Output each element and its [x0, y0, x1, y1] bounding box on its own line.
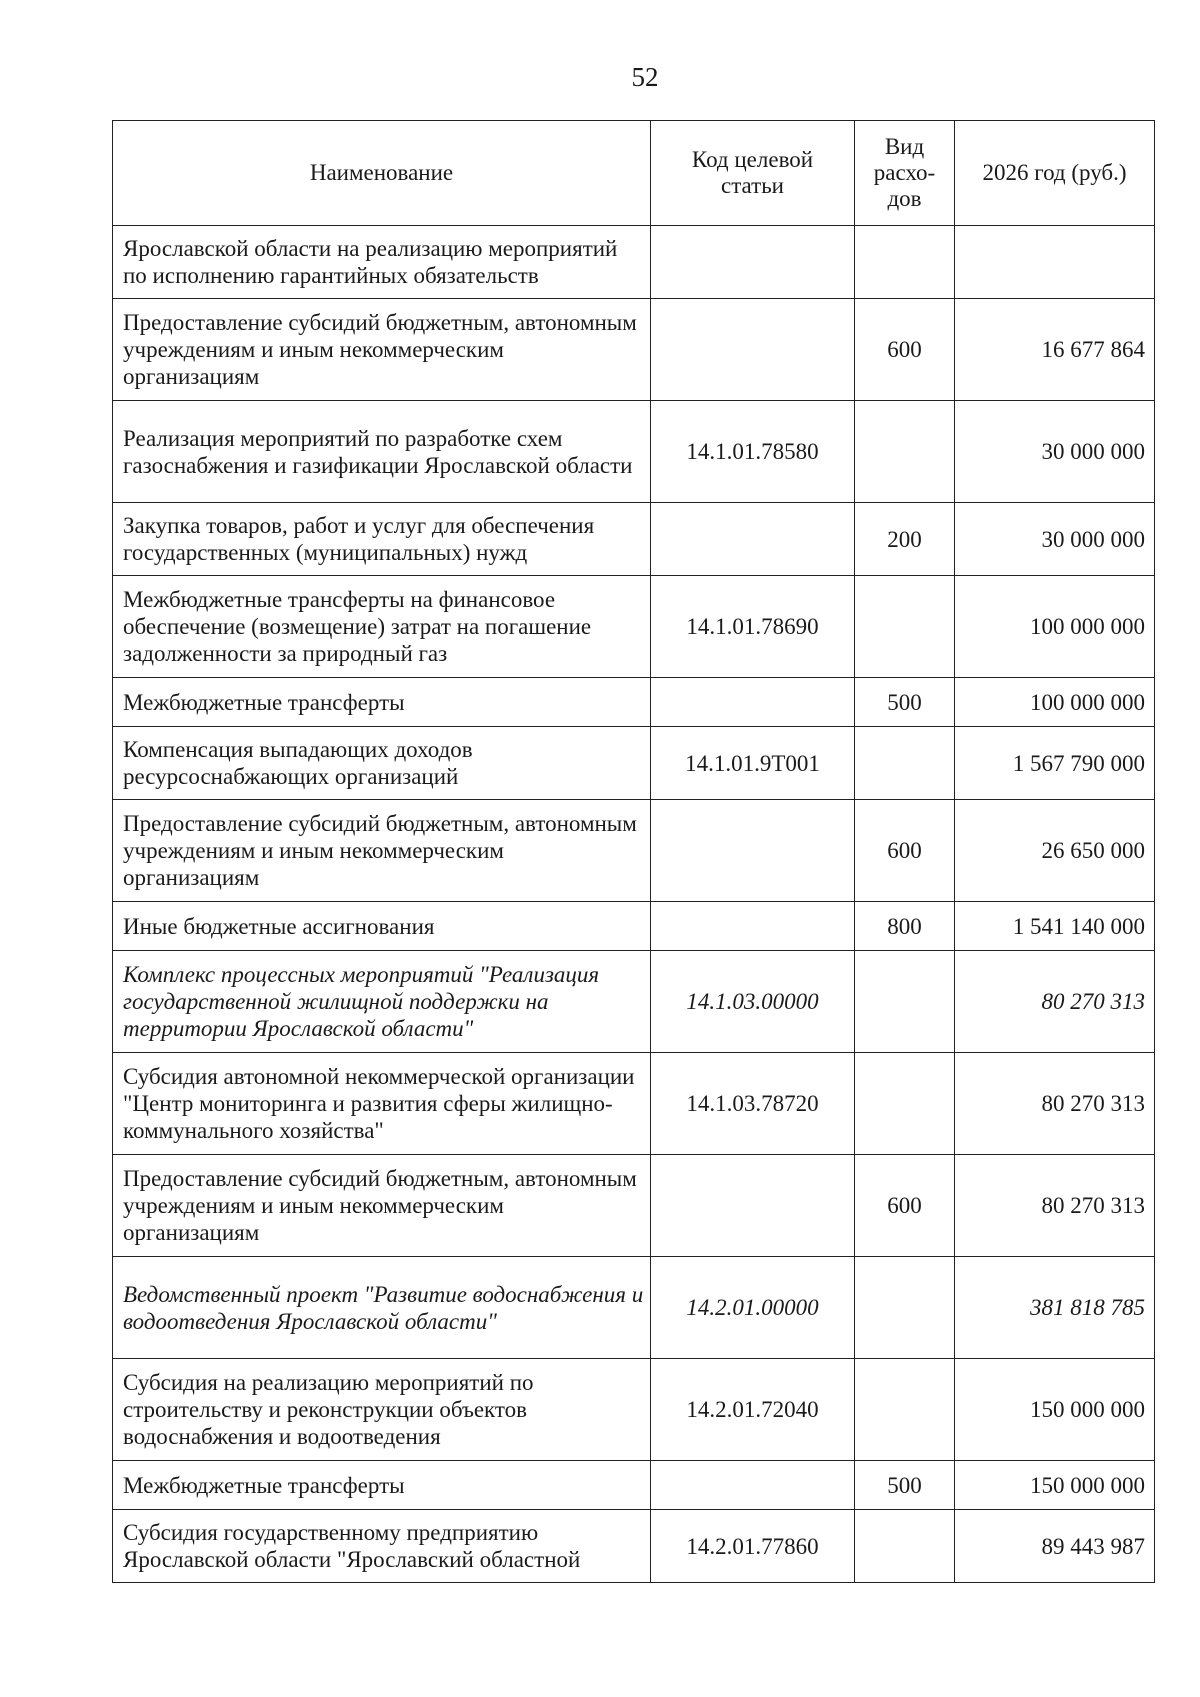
cell-code: 14.1.01.78580 [651, 401, 855, 503]
cell-kind [855, 951, 955, 1053]
cell-code [651, 678, 855, 727]
cell-code [651, 226, 855, 299]
header-code: Код целевой статьи [651, 121, 855, 226]
cell-code [651, 299, 855, 401]
cell-kind [855, 1359, 955, 1461]
header-amount: 2026 год (руб.) [955, 121, 1155, 226]
cell-amount: 80 270 313 [955, 1053, 1155, 1155]
header-name: Наименование [113, 121, 651, 226]
table-row [113, 503, 1155, 576]
budget-table [112, 120, 1155, 1583]
page-number: 52 [631, 62, 659, 92]
cell-code: 14.1.01.9Т001 [651, 727, 855, 800]
table-row [113, 576, 1155, 678]
cell-code: 14.1.03.00000 [651, 951, 855, 1053]
table-row [113, 951, 1155, 1053]
cell-amount: 150 000 000 [955, 1461, 1155, 1510]
cell-amount: 26 650 000 [955, 800, 1155, 902]
cell-amount: 100 000 000 [955, 576, 1155, 678]
cell-amount [955, 226, 1155, 299]
table-row [113, 1257, 1155, 1359]
table-row [113, 1510, 1155, 1583]
cell-amount: 100 000 000 [955, 678, 1155, 727]
table-row [113, 226, 1155, 299]
cell-kind: 500 [855, 678, 955, 727]
cell-name: Ярославской области на реализацию мероприятий по исполнению гарантийных обязательств [113, 226, 651, 299]
cell-name: Компенсация выпадающих доходов ресурсоснабжающих организаций [113, 727, 651, 800]
table-row [113, 299, 1155, 401]
cell-code: 14.2.01.77860 [651, 1510, 855, 1583]
cell-kind: 600 [855, 1155, 955, 1257]
table-row [113, 1053, 1155, 1155]
cell-amount: 16 677 864 [955, 299, 1155, 401]
table-row [113, 727, 1155, 800]
cell-kind [855, 727, 955, 800]
cell-amount: 89 443 987 [955, 1510, 1155, 1583]
cell-amount: 80 270 313 [955, 1155, 1155, 1257]
table-row [113, 1461, 1155, 1510]
cell-kind [855, 1053, 955, 1155]
cell-name: Комплекс процессных мероприятий "Реализация государственной жилищной поддержки на территории Ярославской области" [113, 951, 651, 1053]
table-row [113, 800, 1155, 902]
cell-kind [855, 226, 955, 299]
cell-kind: 600 [855, 299, 955, 401]
cell-amount: 150 000 000 [955, 1359, 1155, 1461]
cell-amount: 30 000 000 [955, 503, 1155, 576]
table-row [113, 678, 1155, 727]
cell-amount: 381 818 785 [955, 1257, 1155, 1359]
cell-code: 14.1.01.78690 [651, 576, 855, 678]
cell-kind: 200 [855, 503, 955, 576]
cell-code [651, 1461, 855, 1510]
cell-name: Субсидия на реализацию мероприятий по строительству и реконструкции объектов водоснабжения и водоотведения [113, 1359, 651, 1461]
cell-name: Реализация мероприятий по разработке схем газоснабжения и газификации Ярославской области [113, 401, 651, 503]
table-row [113, 1155, 1155, 1257]
table-row [113, 902, 1155, 951]
cell-amount: 1 567 790 000 [955, 727, 1155, 800]
cell-kind: 600 [855, 800, 955, 902]
cell-name: Предоставление субсидий бюджетным, автономным учреждениям и иным некоммерческим организациям [113, 800, 651, 902]
cell-code: 14.2.01.00000 [651, 1257, 855, 1359]
cell-kind [855, 1510, 955, 1583]
cell-name: Предоставление субсидий бюджетным, автономным учреждениям и иным некоммерческим организациям [113, 299, 651, 401]
header-kind: Вид расхо-дов [855, 121, 955, 226]
cell-name: Предоставление субсидий бюджетным, автономным учреждениям и иным некоммерческим организациям [113, 1155, 651, 1257]
cell-amount: 1 541 140 000 [955, 902, 1155, 951]
cell-name: Ведомственный проект "Развитие водоснабжения и водоотведения Ярославской области" [113, 1257, 651, 1359]
cell-kind: 500 [855, 1461, 955, 1510]
cell-name: Закупка товаров, работ и услуг для обеспечения государственных (муниципальных) нужд [113, 503, 651, 576]
cell-code [651, 800, 855, 902]
table-row [113, 1359, 1155, 1461]
table-row [113, 401, 1155, 503]
cell-code [651, 902, 855, 951]
cell-name: Межбюджетные трансферты на финансовое обеспечение (возмещение) затрат на погашение задолженности за природный газ [113, 576, 651, 678]
cell-kind: 800 [855, 902, 955, 951]
cell-kind [855, 1257, 955, 1359]
cell-amount: 80 270 313 [955, 951, 1155, 1053]
cell-code [651, 503, 855, 576]
cell-code: 14.2.01.72040 [651, 1359, 855, 1461]
table-header-row [113, 121, 1155, 226]
cell-amount: 30 000 000 [955, 401, 1155, 503]
cell-name: Иные бюджетные ассигнования [113, 902, 651, 951]
cell-kind [855, 576, 955, 678]
cell-name: Межбюджетные трансферты [113, 678, 651, 727]
table-body [113, 226, 1155, 1583]
cell-name: Субсидия государственному предприятию Ярославской области "Ярославский областной [113, 1510, 651, 1583]
cell-kind [855, 401, 955, 503]
cell-name: Межбюджетные трансферты [113, 1461, 651, 1510]
cell-name: Субсидия автономной некоммерческой организации "Центр мониторинга и развития сферы жилищно-коммунального хозяйства" [113, 1053, 651, 1155]
cell-code [651, 1155, 855, 1257]
cell-code: 14.1.03.78720 [651, 1053, 855, 1155]
